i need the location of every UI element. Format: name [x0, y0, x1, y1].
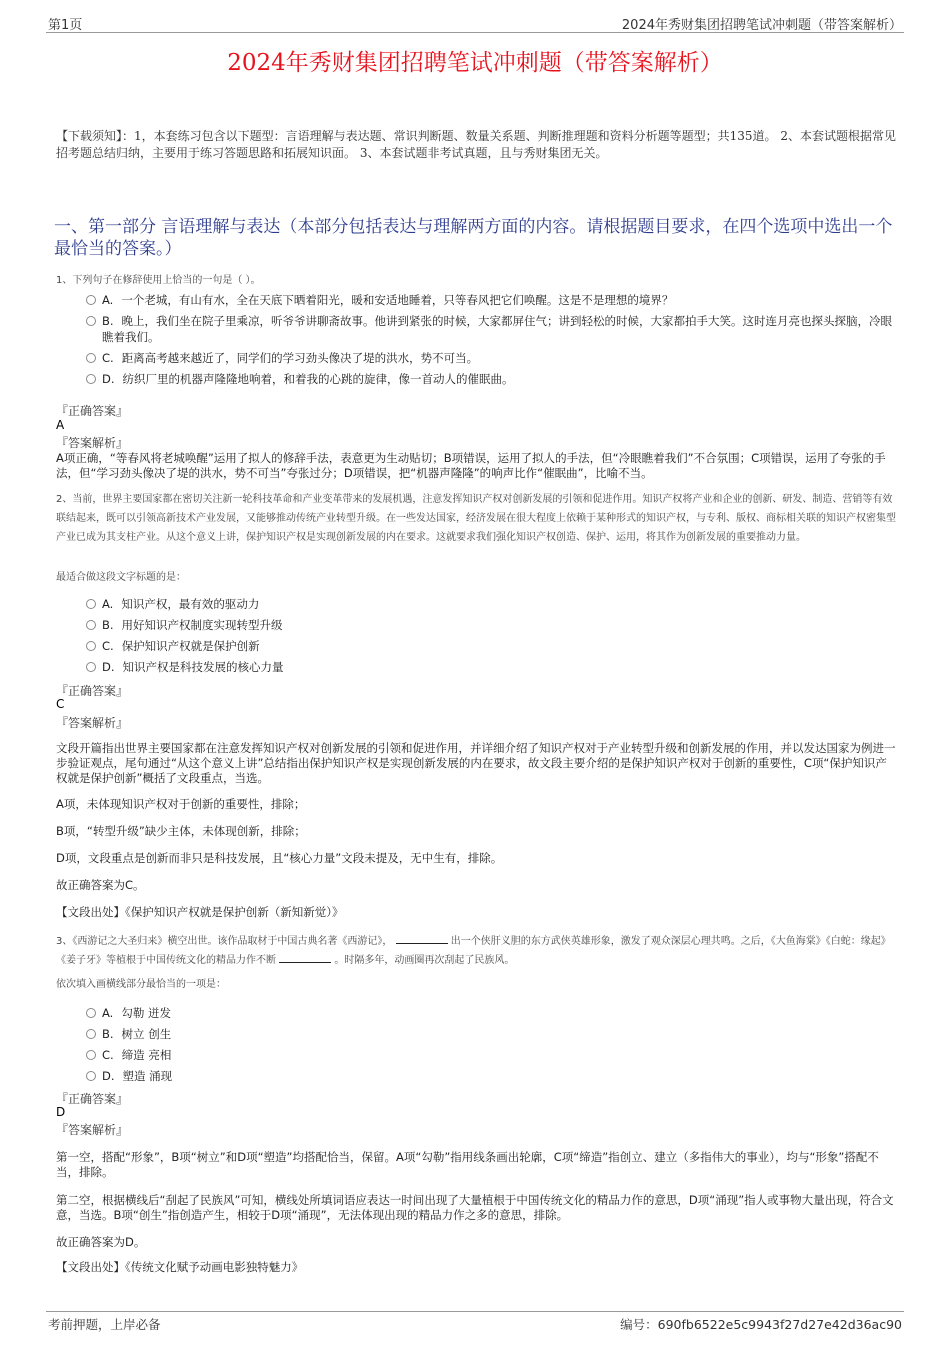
correct-answer: A	[56, 418, 65, 432]
radio-icon[interactable]	[86, 1050, 96, 1060]
radio-icon[interactable]	[86, 374, 96, 384]
page-number: 第1页	[48, 18, 83, 33]
radio-icon[interactable]	[86, 295, 96, 305]
analysis-text: B项，“转型升级”缺少主体，未体现创新，排除；	[56, 824, 306, 838]
option-c[interactable]: C. 保护知识产权就是保护创新	[86, 638, 898, 654]
source-citation: 【文段出处】《保护知识产权就是保护创新（新知新觉）》	[56, 905, 344, 919]
analysis-label: 『答案解析』	[56, 436, 129, 450]
option-d[interactable]: D. 知识产权是科技发展的核心力量	[86, 659, 898, 675]
question-3-stem: 3、《西游记之大圣归来》横空出世。该作品取材于中国古典名著《西游记》， 出一个侠肝义胆的东方武侠英雄形象，激发了观众深层心理共鸣。之后，《大鱼海棠》《白蛇：缘起》《姜子牙》等植根于中国传统文化的精品力作不断 。时隔多年，动画圈再次刮起了民族风。	[56, 936, 891, 966]
header-doc-title: 2024年秀财集团招聘笔试冲刺题（带答案解析）	[621, 18, 902, 33]
footer-serial: 编号：690fb6522e5c9943f27d27e42d36ac90	[620, 1317, 902, 1332]
question-1-stem: 1、下列句子在修辞使用上恰当的一句是（ ）。	[56, 275, 261, 286]
option-b[interactable]: B. 用好知识产权制度实现转型升级	[86, 617, 898, 633]
source-citation: 【文段出处】《传统文化赋予动画电影独特魅力》	[56, 1260, 304, 1274]
correct-answer-label: 『正确答案』	[56, 404, 129, 418]
analysis-label: 『答案解析』	[56, 1123, 129, 1137]
question-2-prompt: 最适合做这段文字标题的是：	[56, 572, 186, 583]
option-d[interactable]: D. 塑造 涌现	[86, 1068, 898, 1084]
option-c[interactable]: C. 距离高考越来越近了，同学们的学习劲头像决了堤的洪水，势不可当。	[86, 350, 898, 366]
radio-icon[interactable]	[86, 316, 96, 326]
radio-icon[interactable]	[86, 620, 96, 630]
analysis-text: 第一空，搭配“形象”，B项“树立”和D项“塑造”均搭配恰当，保留。A项“勾勒”指用线条画出轮廓，C项“缔造”指创立、建立（多指伟大的事业），均与“形象”搭配不当，排除。	[56, 1150, 879, 1179]
option-a[interactable]: A. 知识产权，最有效的驱动力	[86, 596, 898, 612]
analysis-text: 第二空，根据横线后“刮起了民族风”可知，横线处所填词语应表达一时间出现了大量植根于中国传统文化的精品力作的意思，D项“涌现”指人或事物大量出现，符合文意，当选。B项“创生”指创造产生，相较于D项“涌现”，无法体现出现的精品力作之多的意思，排除。	[56, 1193, 894, 1222]
analysis-label: 『答案解析』	[56, 716, 129, 730]
question-2-stem: 2、当前，世界主要国家都在密切关注新一轮科技革命和产业变革带来的发展机遇，注意发挥知识产权对创新发展的引领和促进作用。知识产权将产业和企业的创新、研发、制造、营销等有效联结起来，既可以引领高新技术产业发展，又能够推动传统产业转型升级。在一些发达国家，经济发展在很大程度上依赖于某种形式的知识产权，与专利、版权、商标相关联的知识产权密集型产业已成为其支柱产业。从这个意义上讲，保护知识产权是实现创新发展的内在要求。这就要求我们强化知识产权创造、保护、运用，将其作为创新发展的重要推动力量。	[56, 494, 896, 543]
correct-answer-label: 『正确答案』	[56, 684, 129, 698]
correct-answer: C	[56, 697, 65, 711]
page-header	[46, 14, 904, 33]
fill-blank	[396, 934, 448, 944]
download-notice: 【下载须知】：1，本套练习包含以下题型：言语理解与表达题、常识判断题、数量关系题、判断推理题和资料分析题等题型；共135道。 2、本套试题根据常见招考题总结归纳，主要用于练习答题思路和拓展知识面。 3、本套试题非考试真题，且与秀财集团无关。	[56, 129, 896, 160]
question-1-options	[86, 292, 898, 392]
option-c[interactable]: C. 缔造 亮相	[86, 1047, 898, 1063]
document-title: 2024年秀财集团招聘笔试冲刺题（带答案解析）	[227, 50, 723, 76]
correct-answer: D	[56, 1105, 66, 1119]
section-heading: 一、第一部分 言语理解与表达（本部分包括表达与理解两方面的内容。请根据题目要求，在四个选项中选出一个最恰当的答案。）	[54, 217, 893, 259]
radio-icon[interactable]	[86, 641, 96, 651]
radio-icon[interactable]	[86, 662, 96, 672]
radio-icon[interactable]	[86, 1029, 96, 1039]
question-3-prompt: 依次填入画横线部分最恰当的一项是：	[56, 979, 226, 990]
option-b[interactable]: B. 树立 创生	[86, 1026, 898, 1042]
page-footer	[46, 1311, 904, 1335]
analysis-text: 故正确答案为D。	[56, 1235, 146, 1249]
analysis-text: A项，未体现知识产权对于创新的重要性，排除；	[56, 797, 306, 811]
option-a[interactable]: A. 勾勒 迸发	[86, 1005, 898, 1021]
question-2-options	[86, 596, 898, 680]
analysis-text: D项，文段重点是创新而非只是科技发展，且“核心力量”文段未提及，无中生有，排除。	[56, 851, 503, 865]
analysis-text: 故正确答案为C。	[56, 878, 145, 892]
analysis-text: A项正确，“等春风将老城唤醒”运用了拟人的修辞手法，表意更为生动贴切；B项错误，运用了拟人的手法，但“冷眼瞧着我们”不合氛围；C项错误，运用了夸张的手法，但“学习劲头像决了堤的洪水，势不可当”夸张过分；D项错误，把“机器声隆隆”的响声比作“催眠曲”，比喻不当。	[56, 451, 886, 480]
radio-icon[interactable]	[86, 1008, 96, 1018]
radio-icon[interactable]	[86, 599, 96, 609]
footer-slogan: 考前押题，上岸必备	[48, 1317, 161, 1332]
option-d[interactable]: D. 纺织厂里的机器声隆隆地响着，和着我的心跳的旋律，像一首动人的催眠曲。	[86, 371, 898, 387]
analysis-text: 文段开篇指出世界主要国家都在注意发挥知识产权对创新发展的引领和促进作用，并详细介绍了知识产权对于产业转型升级和创新发展的作用，并以发达国家为例进一步验证观点，尾句通过“从这个意义上讲”总结指出保护知识产权是实现创新发展的内在要求，故文段主要介绍的是保护知识产权对于创新的重要性，C项“保护知识产权就是保护创新”概括了文段重点，当选。	[56, 741, 896, 785]
radio-icon[interactable]	[86, 353, 96, 363]
question-3-options	[86, 1005, 898, 1089]
correct-answer-label: 『正确答案』	[56, 1092, 129, 1106]
option-a[interactable]: A. 一个老城，有山有水，全在天底下晒着阳光，暖和安适地睡着，只等春风把它们唤醒。这是不是理想的境界？	[86, 292, 898, 308]
radio-icon[interactable]	[86, 1071, 96, 1081]
option-b[interactable]: B. 晚上，我们坐在院子里乘凉，听爷爷讲聊斋故事。他讲到紧张的时候，大家都屏住气；讲到轻松的时候，大家都拍手大笑。这时连月亮也探头探脑，冷眼瞧着我们。	[86, 313, 898, 345]
fill-blank	[279, 953, 331, 963]
